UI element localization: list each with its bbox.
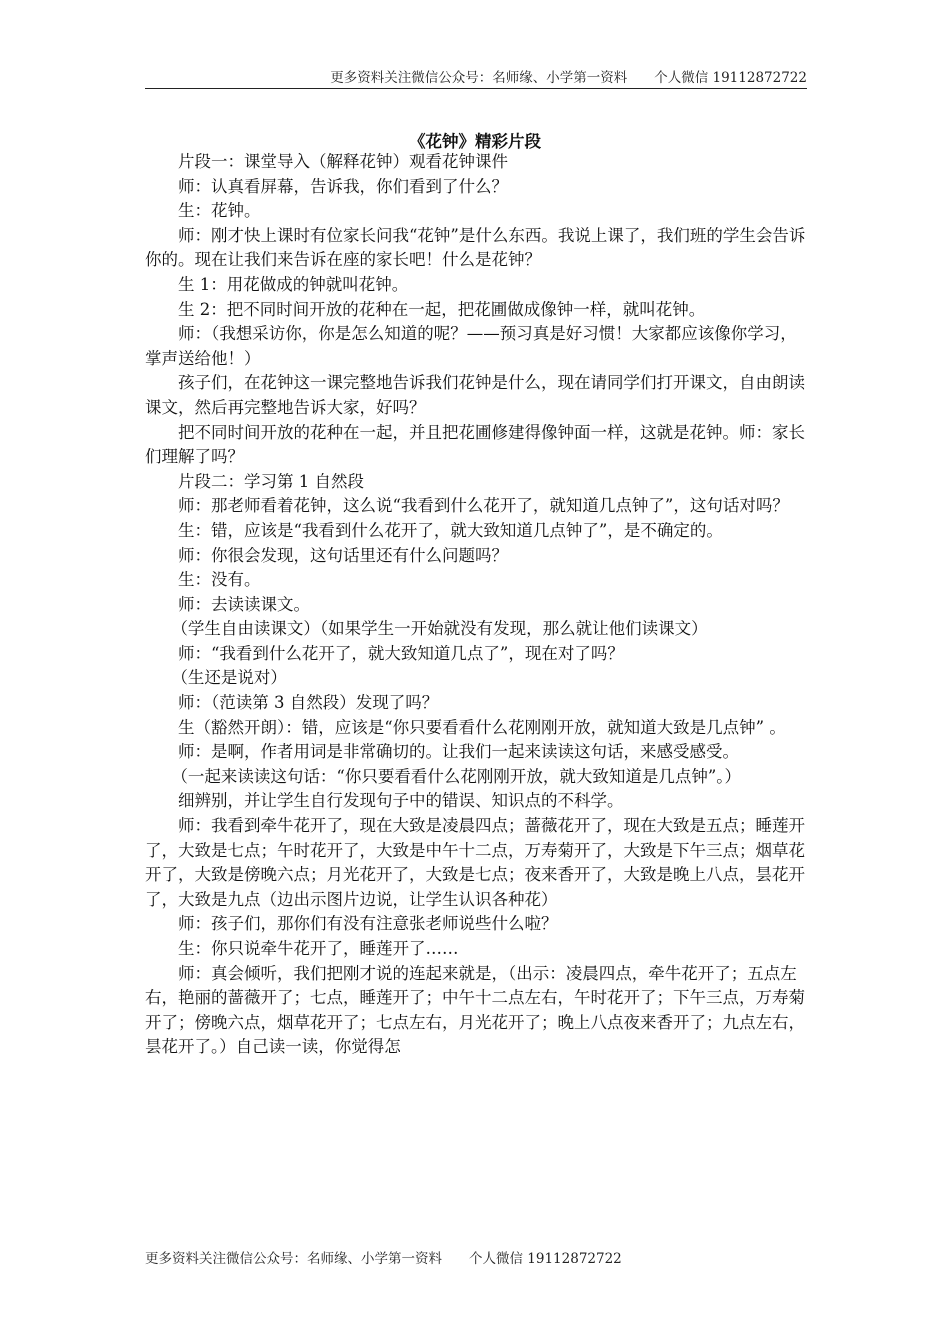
page-header: 更多资料关注微信公众号：名师缘、小学第一资料 个人微信 19112872722 [330,70,807,86]
paragraph: 师：去读读课文。 [178,594,310,614]
header-divider [145,88,807,89]
paragraph: （生还是说对） [171,668,287,688]
paragraph: 师：我看到牵牛花开了，现在大致是凌晨四点；蔷薇花开了，现在大致是五点；睡莲开了，大致是七点；午时花开了，大致是中午十二点，万寿菊开了，大致是下午三点；烟草花开了，大致是傍晚六点；月光花开了，大致是七点；夜来香开了，大致是晚上八点，昙花开了，大致是九点（边出示图片边说，让学生认识各种花） [145,816,805,909]
paragraph: 师：孩子们，那你们有没有注意张老师说些什么啦？ [178,914,558,934]
paragraph: 细辨别，并让学生自行发现句子中的错误、知识点的不科学。 [178,791,624,811]
page-footer: 更多资料关注微信公众号：名师缘、小学第一资料 个人微信 19112872722 [145,1251,622,1267]
paragraph: （一起来读读这句话：“你只要看看什么花刚刚开放，就大致知道是几点钟”。） [171,766,742,786]
paragraph: 生：没有。 [178,570,261,590]
paragraph: 师：认真看屏幕，告诉我，你们看到了什么？ [178,176,508,196]
paragraph: 师：真会倾听，我们把刚才说的连起来就是，（出示：凌晨四点，牵牛花开了；五点左右，艳丽的蔷薇开了；七点，睡莲开了；中午十二点左右，午时花开了；下午三点，万寿菊开了；傍晚六点，烟草花开了；七点左右，月光花开了；晚上八点夜来香开了；九点左右，昙花开了。）自己读一读，你觉得怎 [145,963,805,1057]
paragraph: 师：“我看到什么花开了，就大致知道几点了”，现在对了吗？ [178,643,624,663]
paragraph: 师：（范读第 3 自然段）发现了吗？ [178,693,439,713]
paragraph: 师：你很会发现，这句话里还有什么问题吗？ [178,545,508,565]
paragraph: 生（豁然开朗）：错，应该是“你只要看看什么花刚刚开放，就知道大致是几点钟” 。 [178,717,786,737]
paragraph: 生 2：把不同时间开放的花种在一起，把花圃做成像钟一样，就叫花钟。 [178,299,706,319]
paragraph: 师：刚才快上课时有位家长问我“花钟”是什么东西。我说上课了，我们班的学生会告诉你的。现在让我们来告诉在座的家长吧！什么是花钟？ [145,225,806,270]
paragraph: 生 1：用花做成的钟就叫花钟。 [178,274,409,294]
paragraph: 师：是啊，作者用词是非常确切的。让我们一起来读读这句话，来感受感受。 [178,742,739,762]
paragraph: 生：错，应该是“我看到什么花开了，就大致知道几点钟了”，是不确定的。 [178,520,723,540]
document-title: 《花钟》精彩片段 [409,132,541,151]
paragraph: 孩子们，在花钟这一课完整地告诉我们花钟是什么，现在请同学们打开课文，自由朗读课文，然后再完整地告诉大家，好吗？ [145,373,805,417]
paragraph: 师：那老师看着花钟，这么说“我看到什么花开了，就知道几点钟了”，这句话对吗？ [178,496,789,516]
section-heading: 片段二：学习第 1 自然段 [178,471,364,491]
paragraph: 生：花钟。 [178,201,261,221]
paragraph: 片段一：课堂导入（解释花钟）观看花钟课件 [178,152,508,171]
document-body [145,150,807,1060]
paragraph: 师：（我想采访你，你是怎么知道的呢？——预习真是好习惯！大家都应该像你学习，掌声送给他！） [145,324,797,368]
paragraph: 生：你只说牵牛花开了，睡莲开了…… [178,939,459,958]
paragraph: 把不同时间开放的花种在一起，并且把花圃修建得像钟面一样，这就是花钟。师：家长们理解了吗？ [145,422,805,467]
paragraph: （学生自由读课文）（如果学生一开始就没有发现，那么就让他们读课文） [171,619,708,639]
